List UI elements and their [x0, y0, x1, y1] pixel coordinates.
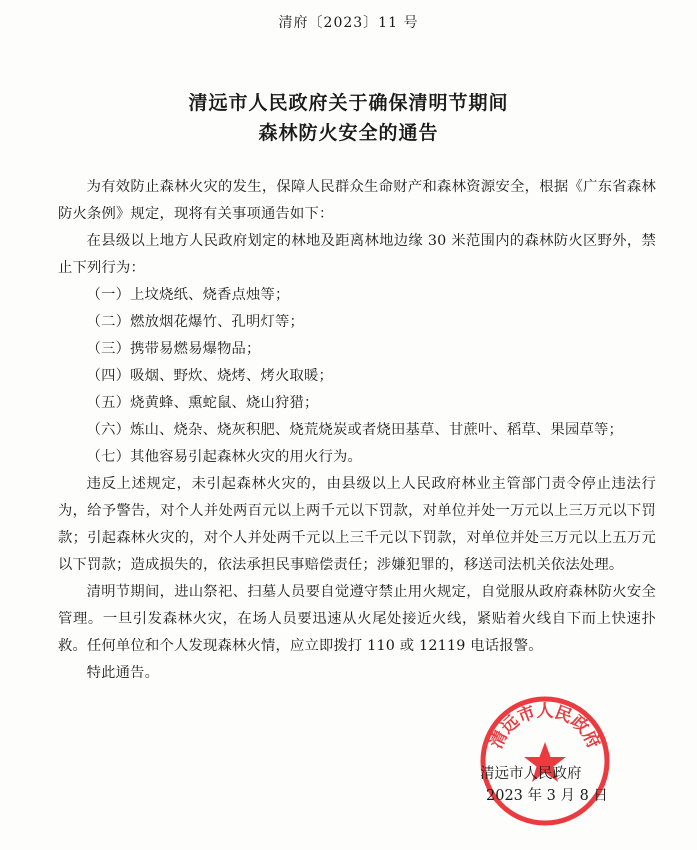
issuing-authority: 清远市人民政府: [480, 766, 582, 782]
intro-paragraph: 为有效防止森林火灾的发生，保障人民群众生命财产和森林资源安全，根据《广东省森林防火条例》规定，现将有关事项通告如下：: [58, 179, 656, 222]
prohibited-item-6: （六）炼山、烧杂、烧灰积肥、烧荒烧炭或者烧田基草、甘蔗叶、稻草、果园草等；: [86, 422, 623, 438]
notice-body: [58, 174, 656, 687]
qingming-guidance-paragraph: 清明节期间，进山祭祀、扫墓人员要自觉遵守禁止用火规定，自觉服从政府森林防火安全管理。一旦引发森林火灾，在场人员要迅速从火尾处接近火线，紧贴着火线自下而上快速扑救。任何单位和个人发现森林火情，应立即拨打 110 或 12119 电话报警。: [58, 584, 656, 654]
prohibited-item-1: （一）上坟烧纸、烧香点烛等；: [86, 287, 290, 303]
prohibited-item-5: （五）烧黄蜂、熏蛇鼠、烧山狩猎；: [86, 395, 319, 411]
prohibited-item-2: （二）燃放烟花爆竹、孔明灯等；: [86, 314, 305, 330]
seal-lettering: 清远市人民政府: [486, 701, 604, 752]
official-seal-stamp: [478, 694, 612, 828]
prohibited-item-4: （四）吸烟、野炊、烧烤、烤火取暖；: [86, 368, 334, 384]
document-title-line-1: 清远市人民政府关于确保清明节期间: [188, 92, 509, 114]
closing-paragraph: 特此通告。: [86, 665, 160, 681]
document-title-line-2: 森林防火安全的通告: [258, 122, 439, 144]
prohibited-item-3: （三）携带易燃易爆物品；: [86, 341, 261, 357]
document-number: 清府〔2023〕11 号: [278, 15, 419, 31]
prohibited-item-7: （七）其他容易引起森林火灾的用火行为。: [86, 449, 363, 465]
penalty-paragraph: 违反上述规定，未引起森林火灾的，由县级以上人民政府林业主管部门责令停止违法行为，给予警告，对个人并处两百元以上两千元以下罚款，对单位并处一万元以上三万元以下罚款；引起森林火灾的，对个人并处两千元以上三千元以下罚款，对单位并处三万元以上五万元以下罚款；造成损失的，依法承担民事赔偿责任；涉嫌犯罪的，移送司法机关依法处理。: [58, 476, 656, 573]
prohibition-scope-paragraph: 在县级以上地方人民政府划定的林地及距离林地边缘 30 米范围内的森林防火区野外，禁止下列行为：: [58, 233, 656, 276]
issue-date: 2023 年 3 月 8 日: [486, 788, 608, 804]
